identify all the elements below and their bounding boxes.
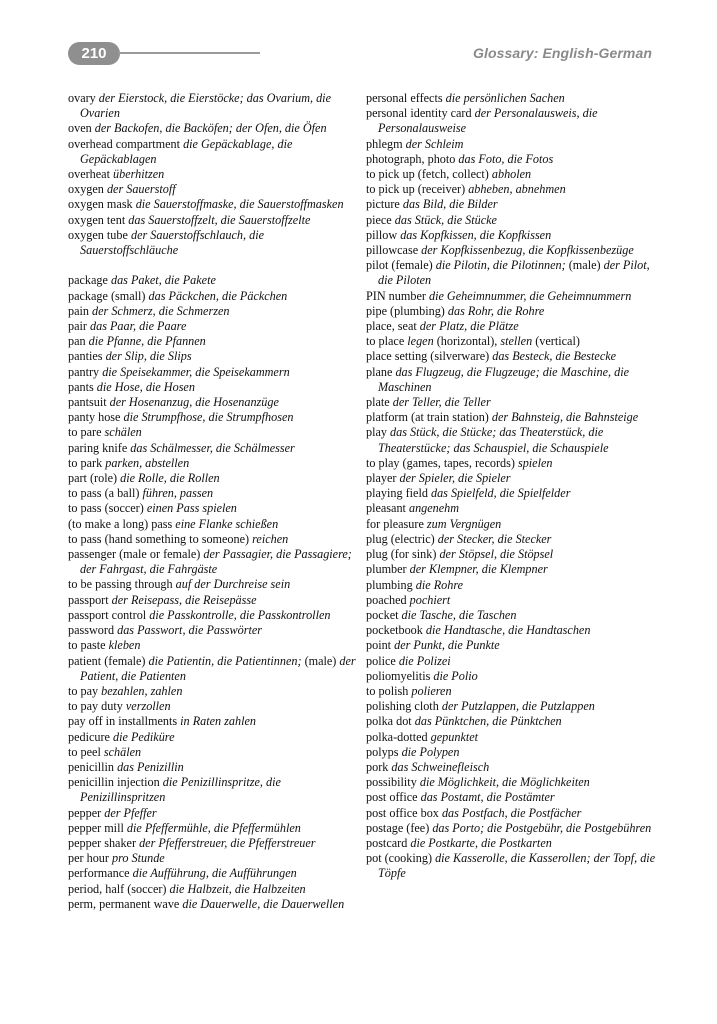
german-translation: der Patient, die Patienten xyxy=(80,653,356,683)
glossary-entry xyxy=(366,197,658,212)
german-translation: die Gepäckablage, die Gepäckablagen xyxy=(80,136,293,166)
glossary-entry xyxy=(68,91,358,121)
german-translation: die Penizillinspritze, die Penizillinspritzen xyxy=(80,775,281,805)
german-translation: reichen xyxy=(252,531,289,546)
english-term: to polish xyxy=(366,683,409,698)
german-translation: der Schleim xyxy=(405,136,464,151)
glossary-entry xyxy=(68,866,358,881)
german-translation: eine Flanke schießen xyxy=(175,516,279,531)
english-term: plane xyxy=(366,364,393,379)
glossary-entry xyxy=(366,547,658,562)
german-translation: die Polio xyxy=(433,668,478,683)
english-term: to play (games, tapes, records) xyxy=(366,455,515,470)
german-translation: polieren xyxy=(411,683,452,698)
english-term: (to make a long) pass xyxy=(68,516,173,531)
glossary-entry xyxy=(366,152,658,167)
glossary-entry xyxy=(366,425,658,455)
glossary-entry xyxy=(366,395,658,410)
glossary-entry xyxy=(68,441,358,456)
glossary-entry xyxy=(68,897,358,912)
english-term: to pare xyxy=(68,425,102,440)
glossary-entry xyxy=(68,228,358,258)
glossary-entry xyxy=(68,365,358,380)
english-term: plumber xyxy=(366,562,407,577)
glossary-entry xyxy=(366,608,658,623)
german-translation: stellen xyxy=(500,334,533,349)
german-translation: der Pilot, die Piloten xyxy=(378,258,650,288)
english-term: pipe (plumbing) xyxy=(366,303,445,318)
german-translation: die Geheimnummer, die Geheimnummern xyxy=(428,288,632,303)
english-term: for pleasure xyxy=(366,516,424,531)
page-number-badge: 210 xyxy=(68,42,120,65)
english-term: oven xyxy=(68,121,92,136)
glossary-entry xyxy=(366,638,658,653)
glossary-entry xyxy=(68,638,358,653)
english-term: to pick up (fetch, collect) xyxy=(366,167,489,182)
english-term: part (role) xyxy=(68,471,118,486)
english-term: oxygen mask xyxy=(68,197,133,212)
english-term: perm, permanent wave xyxy=(68,896,180,911)
english-term: pay off in installments xyxy=(68,714,178,729)
english-term: pain xyxy=(68,303,89,318)
german-translation: der Schmerz, die Schmerzen xyxy=(92,303,230,318)
english-term: (male) xyxy=(304,653,337,668)
german-translation: das Schweinefleisch xyxy=(391,759,490,774)
glossary-entry xyxy=(68,775,358,805)
english-term: panty hose xyxy=(68,410,121,425)
glossary-entry xyxy=(366,775,658,790)
german-translation: gepunktet xyxy=(430,729,479,744)
glossary-entry xyxy=(366,821,658,836)
german-translation: die Pediküre xyxy=(113,729,175,744)
german-translation: das Sauerstoffzelt, die Sauerstoffzelte xyxy=(128,212,311,227)
german-translation: überhitzen xyxy=(113,167,165,182)
glossary-entry xyxy=(366,106,658,136)
german-translation: die Handtasche, die Handtaschen xyxy=(425,623,591,638)
english-term: postage (fee) xyxy=(366,820,430,835)
glossary-entry xyxy=(68,532,358,547)
glossary-entry xyxy=(68,699,358,714)
glossary-entry xyxy=(68,456,358,471)
english-term: pillowcase xyxy=(366,243,419,258)
glossary-entry xyxy=(366,714,658,729)
glossary-entry xyxy=(68,304,358,319)
glossary-entry xyxy=(366,410,658,425)
english-term: photograph, photo xyxy=(366,151,456,166)
english-term: player xyxy=(366,471,397,486)
english-term: (horizontal), xyxy=(436,334,498,349)
german-translation: die Dauerwelle, die Dauerwellen xyxy=(182,896,345,911)
english-term: oxygen xyxy=(68,182,104,197)
english-term: point xyxy=(366,638,392,653)
english-term: period, half (soccer) xyxy=(68,881,167,896)
german-translation: das Spielfeld, die Spielfelder xyxy=(430,486,571,501)
german-translation: der Passagier, die Passagiere; der Fahrgast, die Fahrgäste xyxy=(80,547,352,577)
english-term: pantsuit xyxy=(68,395,107,410)
english-term: penicillin injection xyxy=(68,775,160,790)
english-term: plumbing xyxy=(366,577,413,592)
glossary-entry xyxy=(68,760,358,775)
german-translation: das Rohr, die Rohre xyxy=(447,303,545,318)
german-translation: der Punkt, die Punkte xyxy=(394,638,500,653)
glossary-entry xyxy=(68,547,358,577)
english-term: place, seat xyxy=(366,319,417,334)
german-translation: die Postkarte, die Postkarten xyxy=(410,835,552,850)
english-term: to pay xyxy=(68,683,99,698)
glossary-entry xyxy=(366,532,658,547)
german-translation: der Personalausweis, die Personalausweise xyxy=(378,106,598,136)
english-term: poliomyelitis xyxy=(366,668,431,683)
german-translation: das Postfach, die Postfächer xyxy=(441,805,582,820)
german-translation: angenehm xyxy=(408,501,460,516)
glossary-entry xyxy=(68,745,358,760)
glossary-entry xyxy=(366,806,658,821)
glossary-entry xyxy=(366,699,658,714)
glossary-entry xyxy=(366,578,658,593)
english-term: playing field xyxy=(366,486,428,501)
german-translation: die Aufführung, die Aufführungen xyxy=(132,866,297,881)
german-translation: die Rohre xyxy=(415,577,464,592)
english-term: passport xyxy=(68,592,109,607)
english-term: platform (at train station) xyxy=(366,410,489,425)
english-term: pleasant xyxy=(366,501,406,516)
german-translation: die Tasche, die Taschen xyxy=(401,607,517,622)
english-term: performance xyxy=(68,866,130,881)
german-translation: der Teller, die Teller xyxy=(392,395,491,410)
glossary-entry xyxy=(366,91,658,106)
german-translation: verzollen xyxy=(125,699,171,714)
german-translation: das Kopfkissen, die Kopfkissen xyxy=(400,227,552,242)
header-rule xyxy=(118,52,260,54)
glossary-entry xyxy=(68,684,358,699)
german-translation: der Sauerstoffschlauch, die Sauerstoffschläuche xyxy=(80,227,264,258)
english-term: pot (cooking) xyxy=(366,851,433,866)
german-translation: die Polypen xyxy=(401,744,460,759)
english-term: polyps xyxy=(366,744,399,759)
glossary-entry xyxy=(68,593,358,608)
glossary-entry xyxy=(68,517,358,532)
glossary-entry xyxy=(366,517,658,532)
glossary-entry xyxy=(68,821,358,836)
english-term: to park xyxy=(68,455,103,470)
glossary-entry xyxy=(366,182,658,197)
german-translation: der Pfefferstreuer, die Pfefferstreuer xyxy=(139,835,316,850)
glossary-entry xyxy=(366,836,658,851)
german-translation: die Hose, die Hosen xyxy=(96,379,195,394)
german-translation: pochiert xyxy=(409,592,451,607)
german-translation: das Porto; die Postgebühr, die Postgebühren xyxy=(432,820,652,835)
german-translation: in Raten zahlen xyxy=(180,714,256,729)
german-translation: die Pfeffermühle, die Pfeffermühlen xyxy=(126,820,301,835)
glossary-entry xyxy=(68,349,358,364)
german-translation: die Polizei xyxy=(398,653,451,668)
glossary-entry xyxy=(68,851,358,866)
german-translation: der Klempner, die Klempner xyxy=(409,562,548,577)
glossary-entry xyxy=(366,137,658,152)
german-translation: die persönlichen Sachen xyxy=(445,91,565,105)
english-term: personal identity card xyxy=(366,106,472,121)
english-term: pepper mill xyxy=(68,820,124,835)
german-translation: der Eierstock, die Eierstöcke; das Ovarium, die Ovarien xyxy=(80,91,331,121)
german-translation: das Stück, die Stücke xyxy=(394,212,497,227)
english-term: pocketbook xyxy=(366,623,423,638)
english-term: to pass (hand something to someone) xyxy=(68,531,250,546)
german-translation: die Passkontrolle, die Passkontrollen xyxy=(149,607,331,622)
glossary-entry xyxy=(68,471,358,486)
english-term: to peel xyxy=(68,744,101,759)
german-translation: pro Stunde xyxy=(112,851,165,866)
german-translation: zum Vergnügen xyxy=(426,516,502,531)
english-term: to place xyxy=(366,334,405,349)
english-term: post office box xyxy=(366,805,439,820)
glossary-entry xyxy=(366,623,658,638)
english-term: pedicure xyxy=(68,729,110,744)
english-term: police xyxy=(366,653,396,668)
german-translation: auf der Durchreise sein xyxy=(175,577,291,592)
glossary-entry xyxy=(366,258,658,288)
german-translation: abholen xyxy=(491,167,532,182)
english-term: oxygen tube xyxy=(68,227,128,242)
glossary-entry xyxy=(68,608,358,623)
english-term: piece xyxy=(366,212,392,227)
german-translation: die Halbzeit, die Halbzeiten xyxy=(169,881,306,896)
glossary-entry xyxy=(366,654,658,669)
glossary-entry xyxy=(68,486,358,501)
german-translation: das Penizillin xyxy=(117,759,184,774)
glossary-entry xyxy=(366,289,658,304)
german-translation: die Patientin, die Patientinnen; xyxy=(148,653,302,668)
english-term: ovary xyxy=(68,91,96,105)
english-term: plug (for sink) xyxy=(366,547,437,562)
glossary-entry xyxy=(366,456,658,471)
german-translation: die Speisekammer, die Speisekammern xyxy=(102,364,290,379)
german-translation: schälen xyxy=(103,744,142,759)
glossary-entry xyxy=(68,197,358,212)
glossary-entry xyxy=(366,334,658,349)
german-translation: der Putzlappen, die Putzlappen xyxy=(441,699,595,714)
english-term: play xyxy=(366,425,387,440)
german-translation: das Besteck, die Bestecke xyxy=(492,349,617,364)
english-term: pepper shaker xyxy=(68,835,137,850)
glossary-entry xyxy=(68,425,358,440)
glossary-entry xyxy=(366,486,658,501)
glossary-entry xyxy=(366,304,658,319)
glossary-entry xyxy=(366,243,658,258)
german-translation: spielen xyxy=(517,455,553,470)
german-translation: das Pünktchen, die Pünktchen xyxy=(414,714,562,729)
german-translation: die Pfanne, die Pfannen xyxy=(88,334,206,349)
english-term: overheat xyxy=(68,167,110,182)
english-term: PIN number xyxy=(366,288,426,303)
glossary-entry xyxy=(366,790,658,805)
german-translation: der Sauerstoff xyxy=(106,182,176,197)
english-term: pocket xyxy=(366,607,399,622)
glossary-entry xyxy=(68,577,358,592)
german-translation: der Hosenanzug, die Hosenanzüge xyxy=(109,395,279,410)
english-term: penicillin xyxy=(68,759,115,774)
section-gap xyxy=(68,258,358,273)
german-translation: die Rolle, die Rollen xyxy=(120,471,220,486)
glossary-entry xyxy=(366,319,658,334)
glossary-entry xyxy=(68,182,358,197)
english-term: oxygen tent xyxy=(68,212,126,227)
glossary-entry xyxy=(68,273,358,288)
german-translation: der Stöpsel, die Stöpsel xyxy=(439,547,554,562)
english-term: to pick up (receiver) xyxy=(366,182,466,197)
german-translation: das Päckchen, die Päckchen xyxy=(148,288,288,303)
english-term: to paste xyxy=(68,638,106,653)
german-translation: bezahlen, zahlen xyxy=(101,683,183,698)
running-title: Glossary: English-German xyxy=(472,45,652,61)
english-term: pan xyxy=(68,334,86,349)
english-term: to be passing through xyxy=(68,577,173,592)
english-term: package xyxy=(68,273,108,288)
german-translation: die Strumpfhose, die Strumpfhosen xyxy=(123,410,294,425)
glossary-entry xyxy=(366,760,658,775)
english-term: (male) xyxy=(568,258,601,273)
english-term: to pay duty xyxy=(68,699,123,714)
german-translation: der Pfeffer xyxy=(104,805,157,820)
glossary-entry xyxy=(68,806,358,821)
glossary-entry xyxy=(366,471,658,486)
english-term: patient (female) xyxy=(68,653,146,668)
glossary-entry xyxy=(68,167,358,182)
glossary-entry xyxy=(366,501,658,516)
glossary-entry xyxy=(68,501,358,516)
english-term: pantry xyxy=(68,364,100,379)
english-term: plug (electric) xyxy=(366,531,435,546)
glossary-entry xyxy=(366,349,658,364)
glossary-entry xyxy=(68,334,358,349)
english-term: plate xyxy=(366,395,390,410)
german-translation: die Pilotin, die Pilotinnen; xyxy=(435,258,566,273)
glossary-entry xyxy=(68,213,358,228)
glossary-entry xyxy=(366,730,658,745)
german-translation: der Bahnsteig, die Bahnsteige xyxy=(491,410,639,425)
page-header xyxy=(68,42,652,66)
english-term: pair xyxy=(68,319,87,334)
english-term: overhead compartment xyxy=(68,136,181,151)
english-term: postcard xyxy=(366,835,408,850)
english-term: to pass (a ball) xyxy=(68,486,140,501)
german-translation: das Flugzeug, die Flugzeuge; die Maschine, die Maschinen xyxy=(378,364,629,394)
glossary-column-left xyxy=(68,91,358,912)
german-translation: das Paar, die Paare xyxy=(90,319,187,334)
glossary-entry xyxy=(68,623,358,638)
glossary-entry xyxy=(68,882,358,897)
english-term: passenger (male or female) xyxy=(68,547,201,562)
glossary-entry xyxy=(68,410,358,425)
glossary-column-right xyxy=(366,91,658,882)
glossary-entry xyxy=(68,654,358,684)
german-translation: legen xyxy=(407,334,434,349)
english-term: personal effects xyxy=(366,91,443,105)
english-term: pepper xyxy=(68,805,102,820)
english-term: possibility xyxy=(366,775,417,790)
german-translation: schälen xyxy=(104,425,142,440)
german-translation: einen Pass spielen xyxy=(146,501,237,516)
german-translation: die Möglichkeit, die Möglichkeiten xyxy=(419,775,590,790)
english-term: passport control xyxy=(68,607,147,622)
english-term: polka dot xyxy=(366,714,412,729)
english-term: phlegm xyxy=(366,136,403,151)
german-translation: der Slip, die Slips xyxy=(105,349,192,364)
glossary-entry xyxy=(366,167,658,182)
glossary-entry xyxy=(68,137,358,167)
english-term: polishing cloth xyxy=(366,699,439,714)
glossary-entry xyxy=(68,395,358,410)
german-translation: der Reisepass, die Reisepässe xyxy=(111,592,257,607)
glossary-entry xyxy=(68,121,358,136)
english-term: password xyxy=(68,623,115,638)
english-term: per hour xyxy=(68,851,109,866)
glossary-entry xyxy=(68,319,358,334)
german-translation: der Spieler, die Spieler xyxy=(399,471,511,486)
german-translation: der Platz, die Plätze xyxy=(419,319,519,334)
english-term: polka-dotted xyxy=(366,729,428,744)
german-translation: das Bild, die Bilder xyxy=(402,197,498,212)
glossary-entry xyxy=(366,213,658,228)
german-translation: die Sauerstoffmaske, die Sauerstoffmasken xyxy=(135,197,344,212)
glossary-entry xyxy=(68,730,358,745)
glossary-entry xyxy=(68,714,358,729)
english-term: picture xyxy=(366,197,400,212)
english-term: poached xyxy=(366,592,407,607)
english-term: (vertical) xyxy=(535,334,580,349)
german-translation: der Kopfkissenbezug, die Kopfkissenbezüge xyxy=(421,243,634,258)
german-translation: das Foto, die Fotos xyxy=(458,151,554,166)
english-term: pork xyxy=(366,759,389,774)
english-term: paring knife xyxy=(68,440,128,455)
german-translation: der Backofen, die Backöfen; der Ofen, die Öfen xyxy=(94,121,327,136)
german-translation: parken, abstellen xyxy=(105,455,190,470)
glossary-entry xyxy=(366,745,658,760)
glossary-entry xyxy=(366,562,658,577)
glossary-entry xyxy=(68,289,358,304)
english-term: to pass (soccer) xyxy=(68,501,144,516)
english-term: pants xyxy=(68,379,94,394)
german-translation: das Postamt, die Postämter xyxy=(420,790,555,805)
german-translation: führen, passen xyxy=(142,486,214,501)
glossary-entry xyxy=(366,851,658,881)
english-term: place setting (silverware) xyxy=(366,349,490,364)
glossary-entry xyxy=(366,669,658,684)
glossary-entry xyxy=(366,228,658,243)
english-term: panties xyxy=(68,349,103,364)
glossary-entry xyxy=(68,380,358,395)
glossary-entry xyxy=(366,684,658,699)
english-term: pilot (female) xyxy=(366,258,433,273)
german-translation: das Stück, die Stücke; das Theaterstück, die Theaterstücke; das Schauspiel, die Schauspiele xyxy=(378,425,609,455)
english-term: pillow xyxy=(366,227,398,242)
german-translation: kleben xyxy=(108,638,141,653)
german-translation: der Stecker, die Stecker xyxy=(437,531,552,546)
glossary-entry xyxy=(366,365,658,395)
german-translation: die Kasserolle, die Kasserollen; der Topf, die Töpfe xyxy=(378,851,656,881)
english-term: package (small) xyxy=(68,288,146,303)
glossary-entry xyxy=(366,593,658,608)
german-translation: das Passwort, die Passwörter xyxy=(117,623,263,638)
german-translation: das Paket, die Pakete xyxy=(110,273,216,288)
german-translation: das Schälmesser, die Schälmesser xyxy=(130,440,295,455)
german-translation: abheben, abnehmen xyxy=(468,182,566,197)
english-term: post office xyxy=(366,790,418,805)
glossary-entry xyxy=(68,836,358,851)
